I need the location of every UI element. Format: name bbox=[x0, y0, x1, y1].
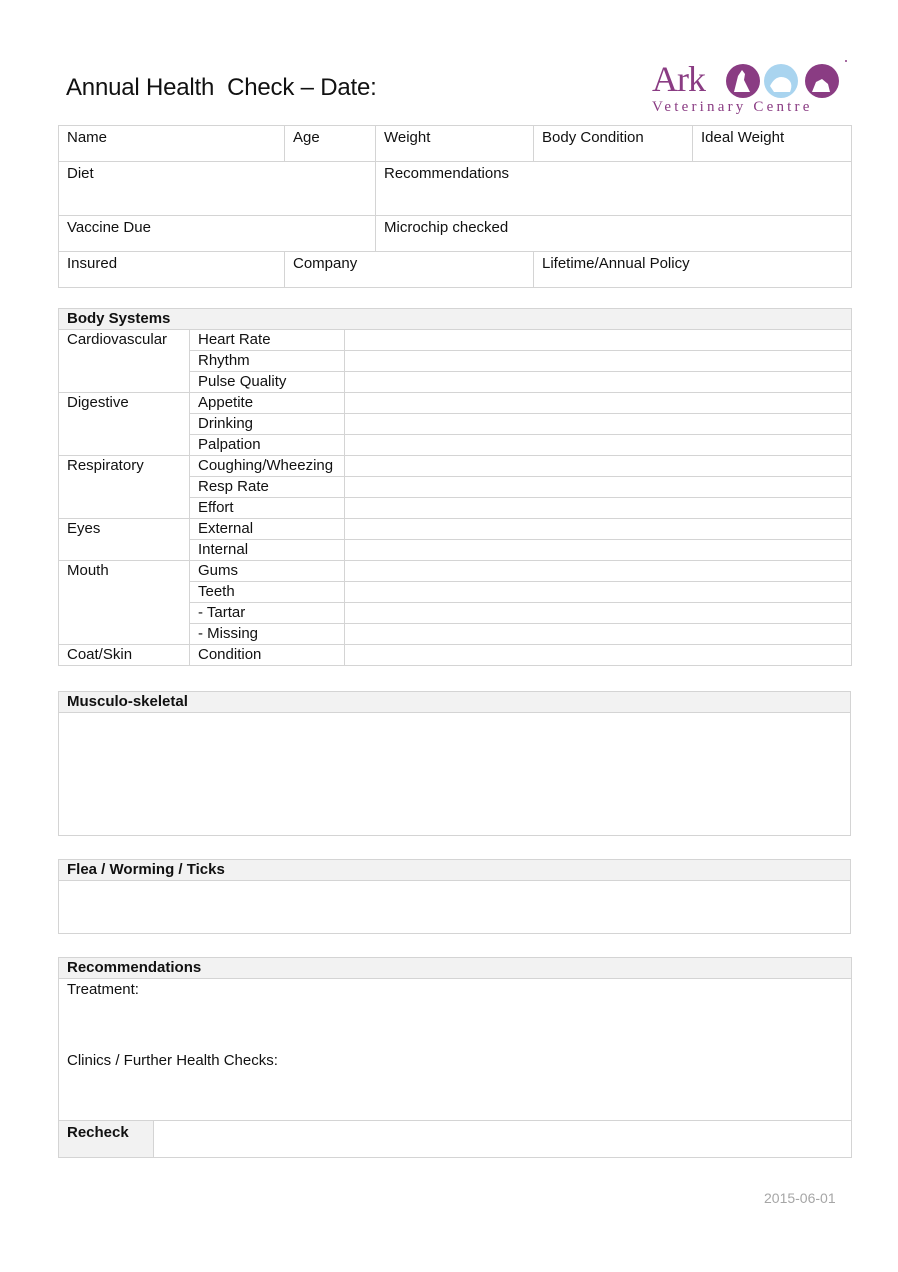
footer-date: 2015-06-01 bbox=[764, 1190, 836, 1206]
body-condition-field[interactable]: Body Condition bbox=[534, 126, 693, 162]
musculo-skeletal-notes[interactable] bbox=[59, 713, 851, 836]
diet-field[interactable]: Diet bbox=[59, 162, 376, 216]
flea-worming-section bbox=[58, 859, 851, 934]
item-label: Drinking bbox=[190, 414, 345, 435]
item-label: Condition bbox=[190, 645, 345, 666]
item-notes[interactable] bbox=[345, 519, 852, 540]
item-label: - Missing bbox=[190, 624, 345, 645]
recommendations-field[interactable]: Recommendations bbox=[376, 162, 852, 216]
company-field[interactable]: Company bbox=[285, 252, 534, 288]
recheck-label: Recheck bbox=[59, 1121, 154, 1158]
item-notes[interactable] bbox=[345, 435, 852, 456]
logo bbox=[650, 60, 855, 118]
recommendations-section bbox=[58, 957, 852, 1158]
logo-animals-icon bbox=[724, 62, 849, 102]
item-label: Heart Rate bbox=[190, 330, 345, 351]
item-label: Rhythm bbox=[190, 351, 345, 372]
weight-field[interactable]: Weight bbox=[376, 126, 534, 162]
item-label: Gums bbox=[190, 561, 345, 582]
item-label: Coughing/Wheezing bbox=[190, 456, 345, 477]
item-notes[interactable] bbox=[345, 624, 852, 645]
flea-worming-notes[interactable] bbox=[59, 881, 851, 934]
logo-brand: Ark bbox=[652, 59, 705, 99]
flea-worming-header: Flea / Worming / Ticks bbox=[59, 860, 851, 881]
item-notes[interactable] bbox=[345, 498, 852, 519]
clinics-label: Clinics / Further Health Checks: bbox=[67, 1052, 278, 1069]
item-label: Pulse Quality bbox=[190, 372, 345, 393]
table-row bbox=[59, 456, 852, 477]
item-label: Appetite bbox=[190, 393, 345, 414]
table-row bbox=[59, 519, 852, 540]
item-notes[interactable] bbox=[345, 561, 852, 582]
policy-field[interactable]: Lifetime/Annual Policy bbox=[534, 252, 852, 288]
musculo-skeletal-header: Musculo-skeletal bbox=[59, 692, 851, 713]
category-label: Eyes bbox=[59, 519, 190, 561]
item-notes[interactable] bbox=[345, 603, 852, 624]
table-row bbox=[59, 393, 852, 414]
item-notes[interactable] bbox=[345, 645, 852, 666]
patient-info-table bbox=[58, 125, 852, 288]
page-title: Annual Health Check – Date: bbox=[66, 74, 377, 101]
category-label: Cardiovascular bbox=[59, 330, 190, 393]
vaccine-due-field[interactable]: Vaccine Due bbox=[59, 216, 376, 252]
item-notes[interactable] bbox=[345, 540, 852, 561]
table-row bbox=[59, 330, 852, 351]
item-notes[interactable] bbox=[345, 456, 852, 477]
body-systems-table bbox=[58, 308, 852, 666]
item-notes[interactable] bbox=[345, 351, 852, 372]
category-label: Respiratory bbox=[59, 456, 190, 519]
treatment-label: Treatment: bbox=[67, 981, 139, 998]
insured-field[interactable]: Insured bbox=[59, 252, 285, 288]
ideal-weight-field[interactable]: Ideal Weight bbox=[693, 126, 852, 162]
item-notes[interactable] bbox=[345, 582, 852, 603]
item-label: Resp Rate bbox=[190, 477, 345, 498]
item-notes[interactable] bbox=[345, 393, 852, 414]
category-label: Digestive bbox=[59, 393, 190, 456]
body-systems-header: Body Systems bbox=[59, 309, 852, 330]
microchip-field[interactable]: Microchip checked bbox=[376, 216, 852, 252]
recommendations-notes[interactable] bbox=[59, 979, 852, 1121]
item-notes[interactable] bbox=[345, 330, 852, 351]
category-label: Mouth bbox=[59, 561, 190, 645]
item-label: Effort bbox=[190, 498, 345, 519]
category-label: Coat/Skin bbox=[59, 645, 190, 666]
recheck-field[interactable] bbox=[154, 1121, 852, 1158]
logo-dot bbox=[845, 60, 847, 62]
musculo-skeletal-section bbox=[58, 691, 851, 836]
item-label: Internal bbox=[190, 540, 345, 561]
item-notes[interactable] bbox=[345, 372, 852, 393]
table-row bbox=[59, 561, 852, 582]
name-field[interactable]: Name bbox=[59, 126, 285, 162]
item-notes[interactable] bbox=[345, 477, 852, 498]
logo-subtitle: Veterinary Centre bbox=[652, 99, 813, 115]
item-label: - Tartar bbox=[190, 603, 345, 624]
item-label: Teeth bbox=[190, 582, 345, 603]
table-row bbox=[59, 645, 852, 666]
age-field[interactable]: Age bbox=[285, 126, 376, 162]
item-label: External bbox=[190, 519, 345, 540]
recommendations-header: Recommendations bbox=[59, 958, 852, 979]
item-notes[interactable] bbox=[345, 414, 852, 435]
item-label: Palpation bbox=[190, 435, 345, 456]
